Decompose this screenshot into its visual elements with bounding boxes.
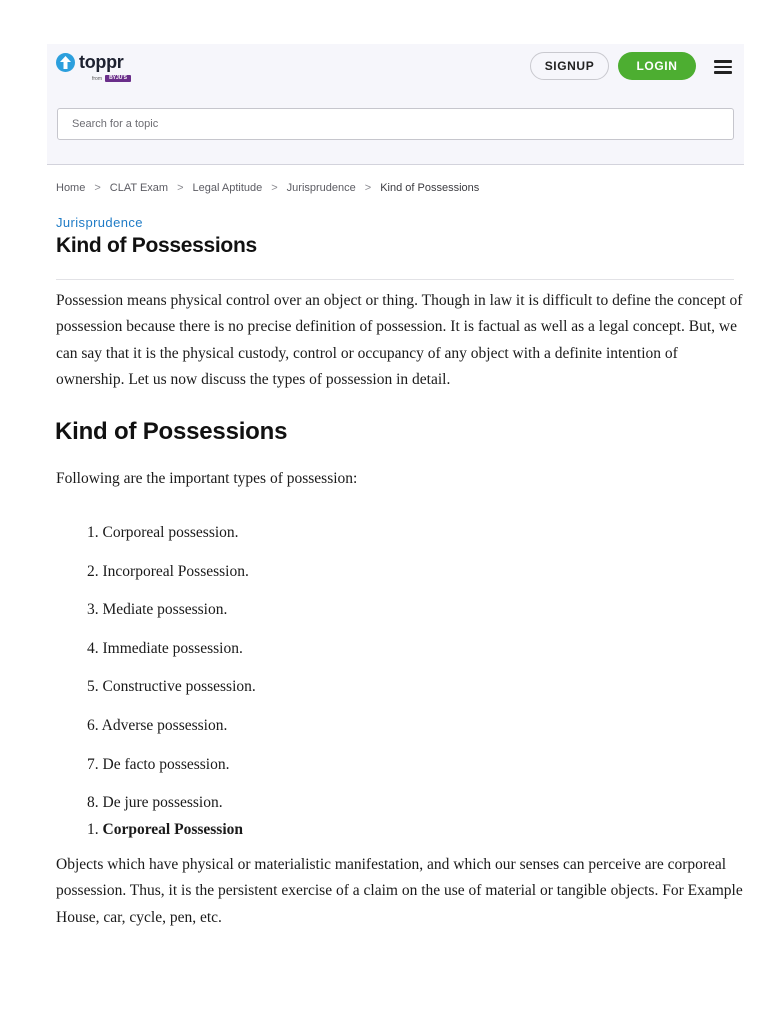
list-item: 1. Corporeal possession. [87,524,239,541]
breadcrumb-clat-exam[interactable]: CLAT Exam [109,182,169,194]
breadcrumb-jurisprudence[interactable]: Jurisprudence [286,182,356,194]
breadcrumb-home[interactable]: Home [56,182,86,194]
breadcrumb-separator: > [177,182,184,194]
breadcrumb [56,182,479,194]
breadcrumb-current: Kind of Possessions [380,182,480,194]
site-header [47,44,744,165]
logo-wordmark: toppr [79,52,124,72]
possession-types-list [87,520,256,829]
title-divider [56,279,734,280]
list-item: 2. Incorporeal Possession. [87,562,249,580]
breadcrumb-separator: > [94,182,101,194]
list-item: 4. Immediate possession. [87,639,243,657]
subheading-text: Corporeal Possession [102,821,244,838]
search-box [57,108,734,140]
breadcrumb-legal-aptitude[interactable]: Legal Aptitude [192,182,263,194]
byjus-badge: BYJU'S [105,75,131,82]
arrow-up-logo-icon [56,53,75,72]
list-item: 7. De facto possession. [87,755,230,773]
breadcrumb-separator: > [271,182,278,194]
list-item: 5. Constructive possession. [87,678,256,696]
page-title: Kind of Possessions [56,234,257,257]
corporeal-subheading [87,817,243,843]
search-input[interactable] [58,109,733,139]
corporeal-paragraph: Objects which have physical or materialistic manifestation, and which our senses can perceive are corporeal possession. Thus, it is the persistent exercise of a claim on the use of material or tangible objects. For Example House, car, cycle, pen, etc. [56,856,743,926]
breadcrumb-separator: > [364,182,372,194]
list-item: 6. Adverse possession. [87,716,228,734]
list-item: 3. Mediate possession. [87,601,228,619]
login-button[interactable]: LOGIN [618,52,696,80]
toppr-logo[interactable] [56,53,136,83]
signup-button[interactable]: SIGNUP [530,52,609,80]
intro-paragraph: Possession means physical control over an object or thing. Though in law it is difficult to define the concept of possession because there is no precise definition of possession. It is factual as well as a legal concept. But, we can say that it is the physical custody, control or occupancy of any object with a definite intention of ownership. Let us now discuss the types of possession in detail. [56,292,743,388]
hamburger-menu-icon[interactable] [714,60,732,74]
section-heading: Kind of Possessions [55,418,288,445]
lead-paragraph: Following are the important types of possession: [56,470,358,487]
subheading-number: 1. [87,821,99,838]
logo-from-text: from [92,76,102,82]
category-link[interactable]: Jurisprudence [56,215,143,230]
list-item: 8. De jure possession. [87,794,223,812]
